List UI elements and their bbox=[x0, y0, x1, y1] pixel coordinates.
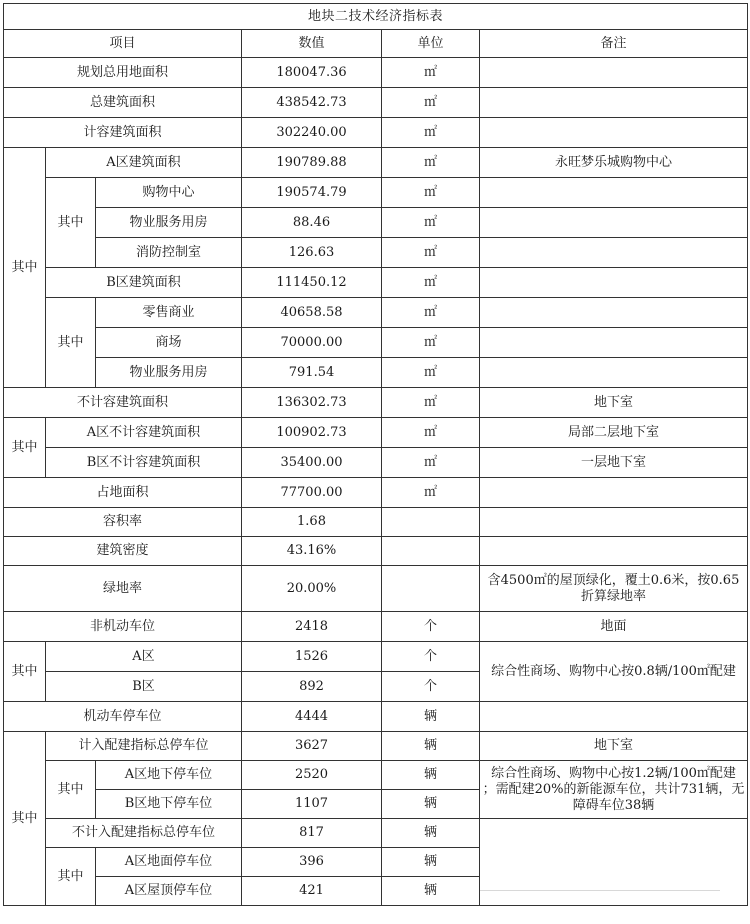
row-value: 43.16% bbox=[242, 537, 382, 566]
row-value: 40658.58 bbox=[242, 298, 382, 328]
header-value: 数值 bbox=[242, 30, 382, 58]
row-value: 421 bbox=[242, 877, 382, 906]
table-row bbox=[4, 298, 748, 328]
row-unit: ㎡ bbox=[382, 118, 480, 148]
row-unit: ㎡ bbox=[382, 298, 480, 328]
row-unit: ㎡ bbox=[382, 58, 480, 88]
row-value: 3627 bbox=[242, 732, 382, 761]
row-value: 180047.36 bbox=[242, 58, 382, 88]
table-row bbox=[4, 358, 748, 388]
row-unit: ㎡ bbox=[382, 418, 480, 448]
table-row bbox=[4, 819, 748, 848]
row-note: 地面 bbox=[480, 612, 748, 642]
row-value: 88.46 bbox=[242, 208, 382, 238]
row-label: B区建筑面积 bbox=[46, 268, 242, 298]
row-label: 绿地率 bbox=[4, 566, 242, 612]
row-note bbox=[480, 328, 748, 358]
row-unit: 辆 bbox=[382, 848, 480, 877]
row-label: 总建筑面积 bbox=[4, 88, 242, 118]
table-title: 地块二技术经济指标表 bbox=[4, 4, 748, 30]
row-note bbox=[480, 208, 748, 238]
note-line: 障碍车位38辆 bbox=[572, 797, 655, 813]
row-value: 136302.73 bbox=[242, 388, 382, 418]
row-note: 永旺梦乐城购物中心 bbox=[480, 148, 748, 178]
subgroup-label: 其中 bbox=[46, 761, 96, 819]
row-value: 1107 bbox=[242, 790, 382, 819]
row-unit bbox=[382, 508, 480, 537]
row-label: A区地面停车位 bbox=[96, 848, 242, 877]
table-row bbox=[4, 388, 748, 418]
row-note bbox=[480, 298, 748, 328]
row-label: 计容建筑面积 bbox=[4, 118, 242, 148]
row-unit: ㎡ bbox=[382, 478, 480, 508]
row-label: 不计容建筑面积 bbox=[4, 388, 242, 418]
row-unit: ㎡ bbox=[382, 448, 480, 478]
row-unit: 辆 bbox=[382, 761, 480, 790]
row-value: 4444 bbox=[242, 702, 382, 732]
subgroup-label: 其中 bbox=[46, 298, 96, 388]
row-value: 111450.12 bbox=[242, 268, 382, 298]
row-note bbox=[480, 819, 748, 906]
note-line: ；需配建20%的新能源车位，共计731辆，无 bbox=[482, 781, 745, 797]
subgroup-label: 其中 bbox=[46, 848, 96, 906]
table-row bbox=[4, 418, 748, 448]
row-note: 地下室 bbox=[480, 388, 748, 418]
row-label: B区不计容建筑面积 bbox=[46, 448, 242, 478]
row-label: B区 bbox=[46, 672, 242, 702]
table-row bbox=[4, 238, 748, 268]
row-value: 817 bbox=[242, 819, 382, 848]
row-value: 126.63 bbox=[242, 238, 382, 268]
row-value: 35400.00 bbox=[242, 448, 382, 478]
table-row bbox=[4, 537, 748, 566]
row-label: 占地面积 bbox=[4, 478, 242, 508]
row-value: 791.54 bbox=[242, 358, 382, 388]
row-unit: 个 bbox=[382, 672, 480, 702]
table-row bbox=[4, 148, 748, 178]
row-label: B区地下停车位 bbox=[96, 790, 242, 819]
row-label: 规划总用地面积 bbox=[4, 58, 242, 88]
table-row bbox=[4, 612, 748, 642]
row-unit: ㎡ bbox=[382, 328, 480, 358]
row-value: 396 bbox=[242, 848, 382, 877]
row-note: 地下室 bbox=[480, 732, 748, 761]
row-value: 2520 bbox=[242, 761, 382, 790]
header-unit: 单位 bbox=[382, 30, 480, 58]
row-value: 1.68 bbox=[242, 508, 382, 537]
row-note bbox=[480, 238, 748, 268]
row-label: 零售商业 bbox=[96, 298, 242, 328]
indicator-table bbox=[3, 3, 748, 906]
row-label: A区建筑面积 bbox=[46, 148, 242, 178]
table-row bbox=[4, 702, 748, 732]
row-value: 190789.88 bbox=[242, 148, 382, 178]
row-unit: 辆 bbox=[382, 702, 480, 732]
row-label: 非机动车位 bbox=[4, 612, 242, 642]
row-unit: ㎡ bbox=[382, 88, 480, 118]
row-unit: ㎡ bbox=[382, 148, 480, 178]
row-note bbox=[480, 178, 748, 208]
row-label: A区屋顶停车位 bbox=[96, 877, 242, 906]
row-label: 不计入配建指标总停车位 bbox=[46, 819, 242, 848]
table-row bbox=[4, 761, 748, 790]
row-unit: 个 bbox=[382, 612, 480, 642]
table-row bbox=[4, 732, 748, 761]
row-unit: 辆 bbox=[382, 819, 480, 848]
row-note bbox=[480, 268, 748, 298]
group-label: 其中 bbox=[4, 418, 46, 478]
group-label: 其中 bbox=[4, 732, 46, 906]
row-note: 综合性商场、购物中心按0.8辆/100㎡配建 bbox=[480, 642, 748, 702]
row-note bbox=[480, 58, 748, 88]
row-note bbox=[480, 566, 748, 612]
table-row bbox=[4, 448, 748, 478]
row-unit: 辆 bbox=[382, 877, 480, 906]
table-row bbox=[4, 642, 748, 672]
row-note bbox=[480, 358, 748, 388]
row-unit: ㎡ bbox=[382, 358, 480, 388]
row-note bbox=[480, 118, 748, 148]
row-label: 容积率 bbox=[4, 508, 242, 537]
table-row bbox=[4, 88, 748, 118]
table-row bbox=[4, 208, 748, 238]
row-value: 892 bbox=[242, 672, 382, 702]
row-unit: 辆 bbox=[382, 732, 480, 761]
header-row bbox=[4, 30, 748, 58]
row-unit: 个 bbox=[382, 642, 480, 672]
row-note bbox=[480, 702, 748, 732]
subgroup-label: 其中 bbox=[46, 178, 96, 268]
row-value: 100902.73 bbox=[242, 418, 382, 448]
row-value: 302240.00 bbox=[242, 118, 382, 148]
row-note: 一层地下室 bbox=[480, 448, 748, 478]
row-label: 机动车停车位 bbox=[4, 702, 242, 732]
row-note bbox=[480, 761, 748, 819]
row-label: 计入配建指标总停车位 bbox=[46, 732, 242, 761]
row-value: 77700.00 bbox=[242, 478, 382, 508]
row-label: 消防控制室 bbox=[96, 238, 242, 268]
row-unit: ㎡ bbox=[382, 208, 480, 238]
row-value: 70000.00 bbox=[242, 328, 382, 358]
row-value: 20.00% bbox=[242, 566, 382, 612]
row-label: 物业服务用房 bbox=[96, 358, 242, 388]
row-value: 2418 bbox=[242, 612, 382, 642]
row-value: 438542.73 bbox=[242, 88, 382, 118]
row-unit: ㎡ bbox=[382, 238, 480, 268]
group-label: 其中 bbox=[4, 642, 46, 702]
group-label: 其中 bbox=[4, 148, 46, 388]
row-note bbox=[480, 508, 748, 537]
row-unit bbox=[382, 566, 480, 612]
row-label: 商场 bbox=[96, 328, 242, 358]
faint-divider bbox=[480, 890, 720, 891]
row-note: 局部二层地下室 bbox=[480, 418, 748, 448]
table-row bbox=[4, 178, 748, 208]
row-note bbox=[480, 478, 748, 508]
note-line: 含4500㎡的屋顶绿化，覆土0.6米，按0.65 bbox=[487, 572, 740, 588]
row-note bbox=[480, 88, 748, 118]
table-row bbox=[4, 508, 748, 537]
row-value: 1526 bbox=[242, 642, 382, 672]
row-label: A区地下停车位 bbox=[96, 761, 242, 790]
note-line: 综合性商场、购物中心按1.2辆/100㎡配建 bbox=[491, 765, 736, 781]
row-unit: ㎡ bbox=[382, 178, 480, 208]
note-line: 折算绿地率 bbox=[580, 588, 646, 604]
header-item: 项目 bbox=[4, 30, 242, 58]
table-row bbox=[4, 118, 748, 148]
row-label: 购物中心 bbox=[96, 178, 242, 208]
row-note bbox=[480, 537, 748, 566]
row-label: A区不计容建筑面积 bbox=[46, 418, 242, 448]
row-unit: ㎡ bbox=[382, 268, 480, 298]
row-unit: 辆 bbox=[382, 790, 480, 819]
title-row bbox=[4, 4, 748, 30]
row-label: 物业服务用房 bbox=[96, 208, 242, 238]
header-note: 备注 bbox=[480, 30, 748, 58]
table-row bbox=[4, 58, 748, 88]
row-label: A区 bbox=[46, 642, 242, 672]
row-value: 190574.79 bbox=[242, 178, 382, 208]
row-unit: ㎡ bbox=[382, 388, 480, 418]
row-label: 建筑密度 bbox=[4, 537, 242, 566]
table-row bbox=[4, 478, 748, 508]
row-unit bbox=[382, 537, 480, 566]
table-row bbox=[4, 268, 748, 298]
table-row bbox=[4, 328, 748, 358]
table-row bbox=[4, 566, 748, 612]
